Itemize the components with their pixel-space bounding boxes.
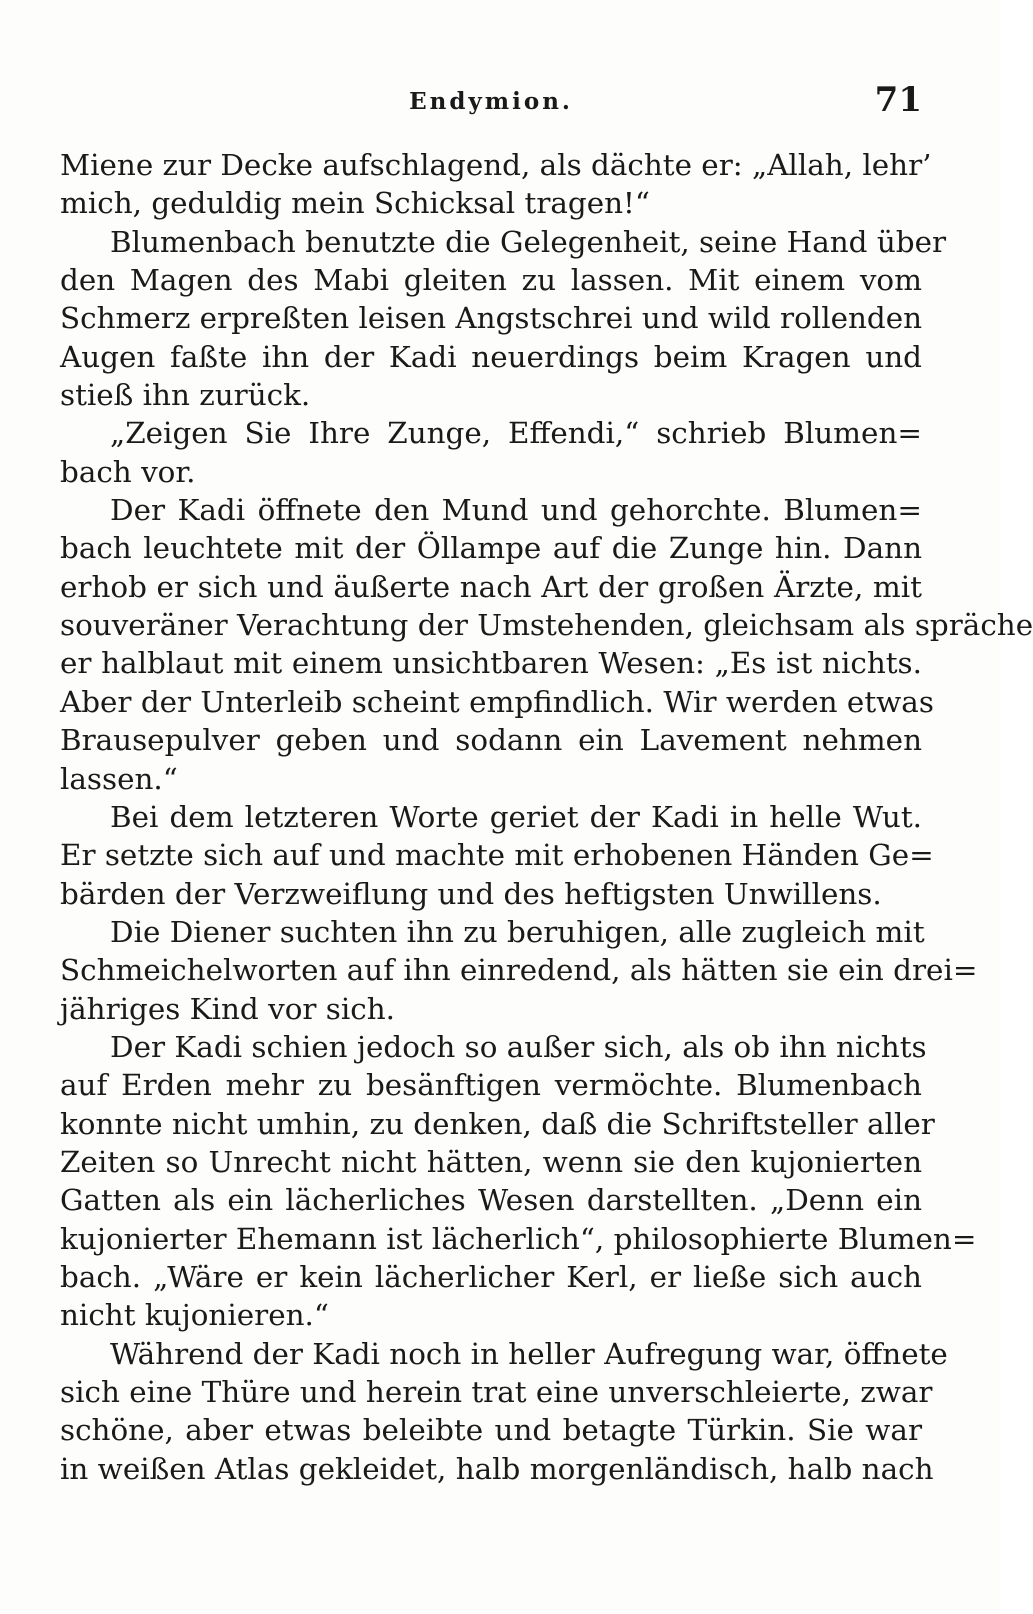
text-line: mich, geduldig mein Schicksal tragen!“ <box>60 186 650 221</box>
text-line: bach leuchtete mit der Öllampe auf die Zunge hin. Dann <box>60 531 922 566</box>
page-header <box>60 80 922 130</box>
text-line: Schmerz erpreßten leisen Angstschrei und wild rollenden <box>60 301 923 336</box>
text-line: Brausepulver geben und sodann ein Lavement nehmen <box>60 723 922 758</box>
running-head: Endymion. <box>409 88 573 115</box>
text-line: Aber der Unterleib scheint empfindlich. Wir werden etwas <box>60 684 934 719</box>
text-line: bach. „Wäre er kein lächerlicher Kerl, er ließe sich auch <box>60 1259 922 1294</box>
text-line: lassen.“ <box>60 761 178 796</box>
page-number: 71 <box>874 80 922 120</box>
text-line: auf Erden mehr zu besänftigen vermöchte. Blumenbach <box>60 1068 922 1103</box>
text-line: Der Kadi öffnete den Mund und gehorchte. Blumen= <box>110 493 922 528</box>
text-line: „Zeigen Sie Ihre Zunge, Effendi,“ schrieb Blumen= <box>110 416 922 451</box>
text-line: Zeiten so Unrecht nicht hätten, wenn sie den kujonierten <box>60 1144 922 1179</box>
text-line: Die Diener suchten ihn zu beruhigen, alle zugleich mit <box>110 914 925 949</box>
text-line: sich eine Thüre und herein trat eine unverschleierte, zwar <box>60 1375 933 1409</box>
text-line: in weißen Atlas gekleidet, halb morgenländisch, halb nach <box>60 1451 934 1486</box>
text-line: er halblaut mit einem unsichtbaren Wesen: „Es ist nichts. <box>60 646 922 681</box>
text-line: schöne, aber etwas beleibte und betagte Türkin. Sie war <box>60 1413 922 1448</box>
text-line: Während der Kadi noch in heller Aufregung war, öffnete <box>110 1336 948 1371</box>
text-line: Schmeichelworten auf ihn einredend, als hätten sie ein drei= <box>60 953 978 988</box>
text-line: Augen faßte ihn der Kadi neuerdings beim Kragen und <box>60 339 922 374</box>
text-line: jähriges Kind vor sich. <box>60 991 395 1026</box>
text-line: Bei dem letzteren Worte geriet der Kadi in helle Wut. <box>110 799 922 834</box>
text-line: Blumenbach benutzte die Gelegenheit, seine Hand über <box>110 224 947 259</box>
text-line: erhob er sich und äußerte nach Art der großen Ärzte, mit <box>60 569 922 604</box>
text-line: Gatten als ein lächerliches Wesen darstellten. „Denn ein <box>60 1183 922 1218</box>
text-line: den Magen des Mabi gleiten zu lassen. Mit einem vom <box>60 263 922 298</box>
text-line: stieß ihn zurück. <box>60 378 311 413</box>
text-line: kujonierter Ehemann ist lächerlich“, philosophierte Blumen= <box>60 1221 977 1256</box>
body-text <box>60 146 1033 1488</box>
text-line: bach vor. <box>60 454 196 489</box>
text-line: nicht kujonieren.“ <box>60 1298 329 1333</box>
text-line: souveräner Verachtung der Umstehenden, gleichsam als spräche <box>60 608 1033 643</box>
text-line: Er setzte sich auf und machte mit erhobenen Händen Ge= <box>60 838 934 873</box>
text-line: Der Kadi schien jedoch so außer sich, als ob ihn nichts <box>110 1029 927 1064</box>
text-line: bärden der Verzweiflung und des heftigsten Unwillens. <box>60 876 882 911</box>
text-line: konnte nicht umhin, zu denken, daß die Schriftsteller aller <box>60 1106 935 1141</box>
text-line: Miene zur Decke aufschlagend, als dächte er: „Allah, lehr’ <box>60 148 932 182</box>
